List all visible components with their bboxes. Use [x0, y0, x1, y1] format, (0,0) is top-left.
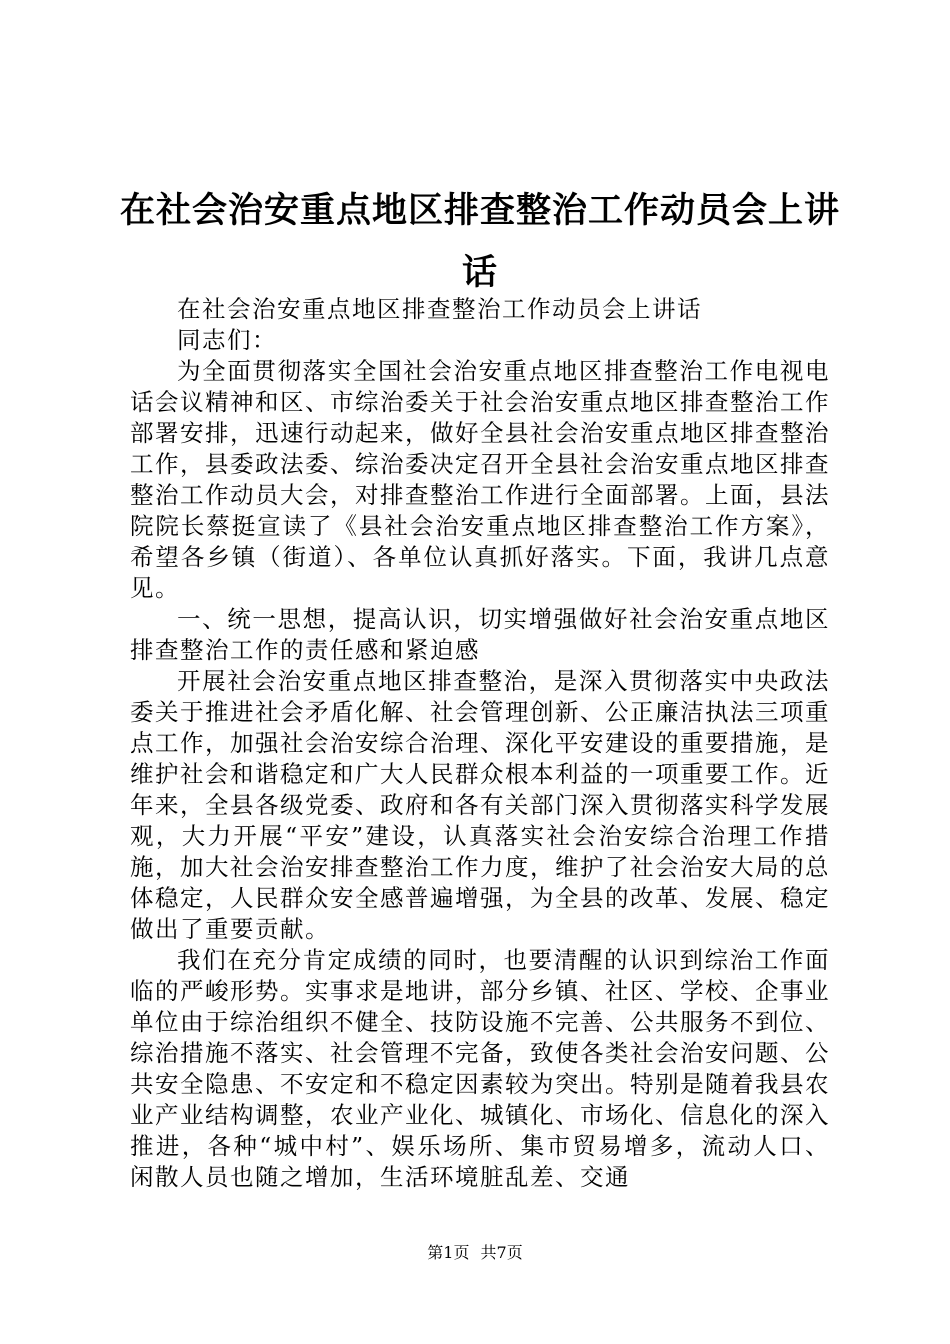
paragraph-section-heading: 一、统一思想，提高认识，切实增强做好社会治安重点地区排查整治工作的责任感和紧迫感 [130, 605, 830, 664]
document-title: 在社会治安重点地区排查整治工作动员会上讲话 [120, 191, 841, 293]
page-total: 共7页 [480, 1243, 523, 1262]
paragraph-body: 我们在充分肯定成绩的同时，也要清醒的认识到综治工作面临的严峻形势。实事求是地讲，部分乡镇、社区、学校、企事业单位由于综治组织不健全、技防设施不完善、公共服务不到位、综治措施不落实、社会管理不完备，致使各类社会治安问题、公共安全隐患、不安定和不稳定因素较为突出。特别是随着我县农业产业结构调整，农业产业化、城镇化、市场化、信息化的深入推进，各种“城中村”、娱乐场所、集市贸易增多，流动人口、闲散人员也随之增加，生活环境脏乱差、交通 [130, 946, 830, 1191]
page-footer [0, 1243, 950, 1263]
paragraph-intro: 为全面贯彻落实全国社会治安重点地区排查整治工作电视电话会议精神和区、市综治委关于社会治安重点地区排查整治工作部署安排，迅速行动起来，做好全县社会治安重点地区排查整治工作，县委政法委、综治委决定召开全县社会治安重点地区排查整治工作动员大会，对排查整治工作进行全面部署。上面，县法院院长蔡挺宣读了《县社会治安重点地区排查整治工作方案》，希望各乡镇（街道）、各单位认真抓好落实。下面，我讲几点意见。 [130, 357, 830, 602]
paragraph-subtitle: 在社会治安重点地区排查整治工作动员会上讲话 [177, 295, 702, 323]
document-body [130, 294, 830, 1193]
page-number: 第1页 [427, 1243, 470, 1262]
paragraph-body: 开展社会治安重点地区排查整治，是深入贯彻落实中央政法委关于推进社会矛盾化解、社会管理创新、公正廉洁执法三项重点工作，加强社会治安综合治理、深化平安建设的重要措施，是维护社会和谐稳定和广大人民群众根本利益的一项重要工作。近年来，全县各级党委、政府和各有关部门深入贯彻落实科学发展观，大力开展“平安”建设，认真落实社会治安综合治理工作措施，加大社会治安排查整治工作力度，维护了社会治安大局的总体稳定，人民群众安全感普遍增强，为全县的改革、发展、稳定做出了重要贡献。 [130, 667, 830, 943]
paragraph-salutation: 同志们： [177, 326, 277, 354]
